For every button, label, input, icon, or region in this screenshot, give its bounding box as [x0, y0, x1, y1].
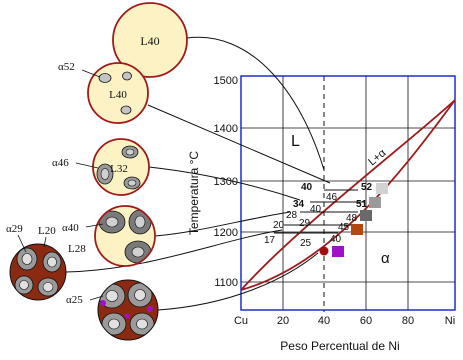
- region-label-liquid: L: [291, 133, 300, 150]
- purple-phase-spot: [125, 314, 130, 319]
- alpha-grain-core: [137, 319, 148, 329]
- y-tick-label: 1400: [213, 123, 238, 135]
- tie-label-a51: 51: [356, 199, 368, 210]
- label-L28: L28: [68, 243, 86, 255]
- tie-label-a52: 52: [361, 182, 373, 193]
- marker-dot-solidus: [320, 247, 329, 256]
- alpha-grain-core: [106, 217, 118, 227]
- alpha-grain: [121, 106, 131, 114]
- label-L40-top: L40: [140, 34, 160, 48]
- region-label-two-phase: L+α: [366, 146, 389, 169]
- tie-label-a40: 40: [330, 234, 342, 245]
- x-tick-label: Ni: [444, 315, 456, 327]
- alpha-grain: [123, 72, 132, 80]
- purple-phase-spot: [100, 300, 106, 306]
- microstructure-l32-a46: [52, 139, 149, 195]
- tie-label-l40: 40: [301, 182, 313, 193]
- alpha-grain-core: [126, 149, 134, 155]
- tie-label-l34: 34: [293, 199, 305, 210]
- microstructure-a25: [66, 280, 158, 340]
- tie-label-mid29: 29: [299, 218, 311, 229]
- alpha-grain-core: [135, 216, 145, 228]
- tie-label-a48: 48: [346, 213, 358, 224]
- tie-label-l20: 20: [273, 220, 285, 231]
- x-tick-labels: [234, 315, 455, 327]
- alpha-grain-core: [48, 257, 57, 267]
- y-tick-label: 1100: [214, 277, 238, 289]
- tie-label-mid46: 46: [326, 192, 338, 203]
- x-tick-label: Cu: [233, 315, 249, 327]
- tie-label-l25: 25: [300, 238, 312, 249]
- liquidus-curve: [241, 100, 455, 290]
- alpha-grain-core: [132, 247, 144, 257]
- x-tick-label: 80: [401, 315, 415, 327]
- label-alpha29: α29: [6, 223, 23, 235]
- y-axis-label: Temperatura °C: [187, 150, 201, 236]
- alpha-grain-core: [43, 283, 53, 292]
- label-alpha52: α52: [58, 61, 75, 73]
- x-tick-label: 40: [317, 315, 331, 327]
- alpha-grain-core: [101, 169, 109, 180]
- label-alpha46: α46: [52, 157, 69, 169]
- region-label-solid: α: [381, 250, 390, 267]
- label-L32: L32: [110, 163, 128, 175]
- alpha-grain-core: [106, 291, 118, 302]
- marker-square-brown: [351, 224, 363, 235]
- label-alpha40: α40: [62, 222, 79, 234]
- plot-frame: [241, 76, 455, 310]
- microstructure-l40-a52: [58, 61, 148, 123]
- alpha-grain-core: [109, 319, 120, 329]
- grid-lines: [241, 76, 455, 310]
- label-L40: L40: [109, 89, 127, 101]
- marker-square-purple: [332, 246, 344, 257]
- microstructure-l28-a40: [62, 206, 155, 266]
- x-tick-label: 20: [276, 315, 290, 327]
- alpha-grain-core: [22, 254, 32, 265]
- x-tick-label: 60: [359, 315, 373, 327]
- marker-square-light: [376, 183, 388, 194]
- x-axis-label: Peso Percentual de Ni: [280, 339, 400, 353]
- purple-phase-spot: [147, 306, 153, 312]
- plot-area: [187, 75, 455, 353]
- marker-square-dark: [360, 210, 372, 221]
- tie-label-a45: 45: [338, 222, 350, 233]
- tie-label-l28: 28: [286, 210, 298, 221]
- tie-label-mid40: 40: [310, 204, 322, 215]
- y-tick-label: 1200: [213, 227, 238, 239]
- y-tick-label: 1300: [213, 176, 238, 188]
- marker-square-mid: [369, 197, 381, 208]
- connector-6: [158, 253, 318, 310]
- alpha-grain-core: [128, 180, 136, 186]
- y-tick-label: 1500: [213, 75, 238, 87]
- alpha-grain-core: [20, 281, 29, 290]
- microstructure-l20-a29: [6, 223, 66, 300]
- alpha-grain-core: [135, 290, 146, 301]
- label-alpha25: α25: [66, 294, 83, 306]
- label-L20: L20: [38, 225, 56, 237]
- alpha-grain: [99, 74, 111, 83]
- connector-1: [187, 37, 324, 170]
- tie-label-l17: 17: [264, 235, 276, 246]
